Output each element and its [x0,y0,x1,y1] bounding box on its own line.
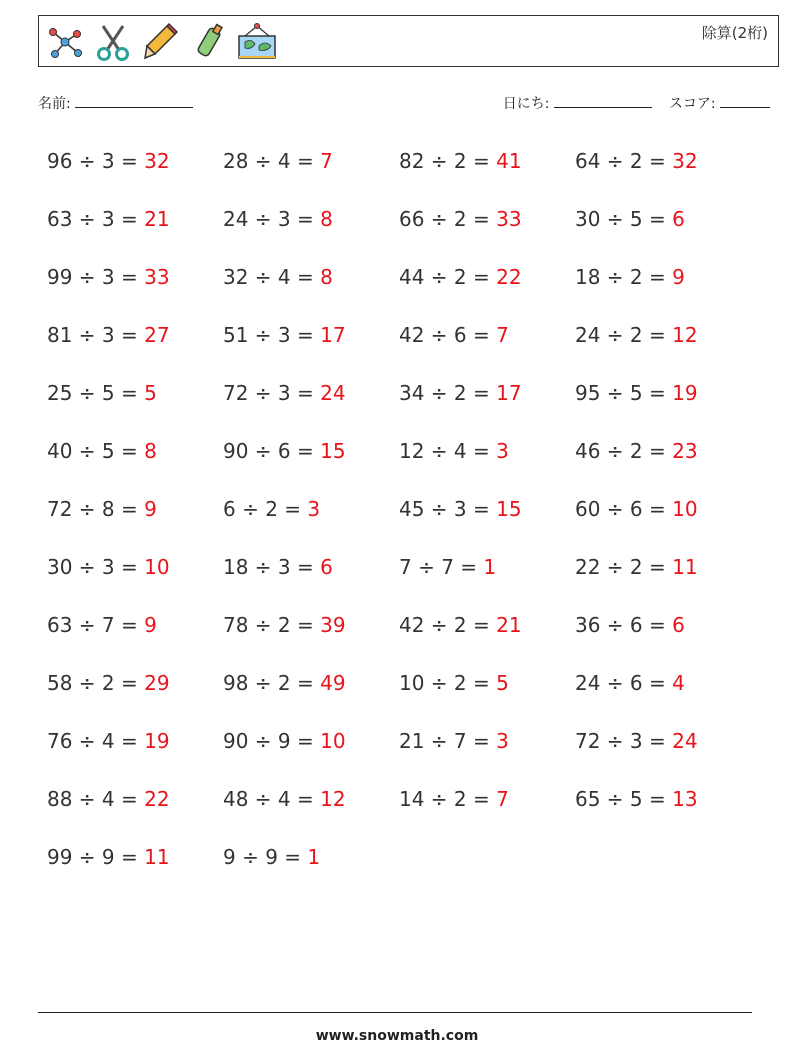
pencil-icon [141,22,181,62]
problem-item [47,433,223,491]
problem-question: 88 ÷ 4 = [47,787,138,811]
problem-question: 81 ÷ 3 = [47,323,138,347]
problem-answer: 1 [483,555,497,579]
problem-question: 46 ÷ 2 = [575,439,666,463]
problem-question: 96 ÷ 3 = [47,149,138,173]
problem-question: 98 ÷ 2 = [223,671,314,695]
problem-answer: 3 [307,497,321,521]
problem-item [399,665,575,723]
name-blank-line[interactable] [75,93,193,108]
problem-answer: 6 [672,613,685,637]
problem-question: 14 ÷ 2 = [399,787,490,811]
problem-question: 22 ÷ 2 = [575,555,666,579]
problem-item [399,607,575,665]
icon-strip [45,22,277,62]
problem-item [575,549,751,607]
footer-divider [38,1012,752,1013]
problem-question: 72 ÷ 3 = [575,729,666,753]
problem-answer: 4 [672,671,685,695]
header-box [38,15,779,67]
problem-answer: 9 [144,497,157,521]
problem-item [47,201,223,259]
problem-question: 40 ÷ 5 = [47,439,138,463]
problem-answer: 7 [496,787,509,811]
date-score-fields [503,93,770,113]
problem-answer: 5 [144,381,157,405]
problem-question: 24 ÷ 6 = [575,671,666,695]
problem-item [223,665,399,723]
problem-item [47,317,223,375]
problem-item [399,201,575,259]
problem-item [223,317,399,375]
problem-answer: 12 [672,323,698,347]
problem-item [399,143,575,201]
problem-answer: 1 [307,845,321,869]
problem-question: 48 ÷ 4 = [223,787,314,811]
problem-answer: 39 [320,613,346,637]
problem-item [223,607,399,665]
problem-answer: 3 [496,729,509,753]
problem-question: 65 ÷ 5 = [575,787,666,811]
problem-item [399,781,575,839]
problem-item [399,549,575,607]
problem-item [399,317,575,375]
problem-item [575,723,751,781]
problem-answer: 9 [144,613,157,637]
problem-answer: 27 [144,323,170,347]
problem-question: 45 ÷ 3 = [399,497,490,521]
problem-answer: 9 [672,265,685,289]
problem-question: 7 ÷ 7 = [399,555,478,579]
problem-question: 6 ÷ 2 = [223,497,302,521]
problem-answer: 17 [320,323,346,347]
problem-question: 24 ÷ 2 = [575,323,666,347]
problem-answer: 17 [496,381,522,405]
problem-answer: 8 [320,207,333,231]
problem-item [47,375,223,433]
footer-url[interactable]: www.snowmath.com [315,1028,479,1044]
problem-item [575,433,751,491]
problem-item [47,665,223,723]
problem-question: 72 ÷ 8 = [47,497,138,521]
problem-question: 18 ÷ 2 = [575,265,666,289]
problem-question: 42 ÷ 2 = [399,613,490,637]
problem-item [47,607,223,665]
problem-answer: 15 [496,497,522,521]
problem-question: 90 ÷ 9 = [223,729,314,753]
problem-item [575,665,751,723]
problem-item [47,143,223,201]
problem-item [47,259,223,317]
problem-answer: 6 [672,207,685,231]
problem-item [47,549,223,607]
problem-item [223,781,399,839]
problem-answer: 19 [672,381,698,405]
problem-answer: 32 [144,149,170,173]
problem-item [575,375,751,433]
problem-answer: 22 [144,787,170,811]
problem-answer: 10 [144,555,170,579]
problem-item [47,491,223,549]
date-blank-line[interactable] [554,93,652,108]
problem-item [399,723,575,781]
problem-question: 78 ÷ 2 = [223,613,314,637]
problem-item [223,375,399,433]
problem-answer: 33 [496,207,522,231]
problem-answer: 5 [496,671,509,695]
problem-answer: 24 [672,729,698,753]
problem-grid [47,143,767,897]
problem-item [223,839,399,897]
problem-item [47,781,223,839]
date-label: 日にち: [502,96,550,112]
problem-question: 63 ÷ 7 = [47,613,138,637]
problem-item [223,549,399,607]
score-label: スコア: [668,96,716,112]
problem-item [223,143,399,201]
problem-item [575,607,751,665]
problem-answer: 8 [144,439,157,463]
problem-answer: 33 [144,265,170,289]
problem-answer: 21 [496,613,522,637]
problem-answer: 23 [672,439,698,463]
problem-answer: 24 [320,381,346,405]
problem-item [223,259,399,317]
problem-question: 21 ÷ 7 = [399,729,490,753]
problem-item [223,433,399,491]
problem-question: 44 ÷ 2 = [399,265,490,289]
problem-answer: 3 [496,439,509,463]
problem-question: 76 ÷ 4 = [47,729,138,753]
score-blank-line[interactable] [720,93,770,108]
highlighter-icon [189,22,229,62]
problem-question: 90 ÷ 6 = [223,439,314,463]
problem-item [575,259,751,317]
problem-answer: 15 [320,439,346,463]
problem-answer: 11 [672,555,698,579]
problem-item [223,491,399,549]
name-label: 名前: [38,96,71,112]
problem-item [223,723,399,781]
problem-question: 51 ÷ 3 = [223,323,314,347]
problem-question: 30 ÷ 5 = [575,207,666,231]
problem-item [47,839,223,897]
problem-question: 34 ÷ 2 = [399,381,490,405]
problem-question: 72 ÷ 3 = [223,381,314,405]
problem-question: 28 ÷ 4 = [223,149,314,173]
problem-question: 82 ÷ 2 = [399,149,490,173]
problem-item [575,201,751,259]
scissors-icon [93,22,133,62]
problem-question: 58 ÷ 2 = [47,671,138,695]
problem-item [223,201,399,259]
worksheet-title: 除算(2桁) [701,24,768,42]
problem-item [47,723,223,781]
problem-item [399,375,575,433]
problem-question: 9 ÷ 9 = [223,845,302,869]
problem-question: 66 ÷ 2 = [399,207,490,231]
problem-answer: 10 [320,729,346,753]
problem-question: 64 ÷ 2 = [575,149,666,173]
problem-question: 95 ÷ 5 = [575,381,666,405]
problem-question: 99 ÷ 9 = [47,845,138,869]
map-icon [237,22,277,62]
problem-answer: 13 [672,787,698,811]
problem-answer: 11 [144,845,170,869]
problem-question: 99 ÷ 3 = [47,265,138,289]
problem-answer: 32 [672,149,698,173]
problem-item [575,143,751,201]
problem-answer: 29 [144,671,170,695]
problem-item [399,433,575,491]
problem-question: 42 ÷ 6 = [399,323,490,347]
problem-question: 18 ÷ 3 = [223,555,314,579]
problem-answer: 12 [320,787,346,811]
problem-item [575,317,751,375]
problem-question: 24 ÷ 3 = [223,207,314,231]
problem-question: 30 ÷ 3 = [47,555,138,579]
problem-question: 32 ÷ 4 = [223,265,314,289]
problem-answer: 7 [496,323,509,347]
problem-answer: 49 [320,671,346,695]
name-field [38,93,193,113]
problem-answer: 22 [496,265,522,289]
problem-answer: 7 [320,149,333,173]
problem-question: 25 ÷ 5 = [47,381,138,405]
problem-question: 12 ÷ 4 = [399,439,490,463]
problem-answer: 6 [320,555,333,579]
problem-answer: 19 [144,729,170,753]
problem-item [399,259,575,317]
problem-answer: 10 [672,497,698,521]
problem-question: 60 ÷ 6 = [575,497,666,521]
problem-answer: 21 [144,207,170,231]
problem-question: 10 ÷ 2 = [399,671,490,695]
problem-item [575,491,751,549]
problem-answer: 8 [320,265,333,289]
problem-question: 63 ÷ 3 = [47,207,138,231]
problem-item [575,781,751,839]
problem-answer: 41 [496,149,522,173]
molecule-icon [45,22,85,62]
problem-question: 36 ÷ 6 = [575,613,666,637]
problem-item [399,491,575,549]
